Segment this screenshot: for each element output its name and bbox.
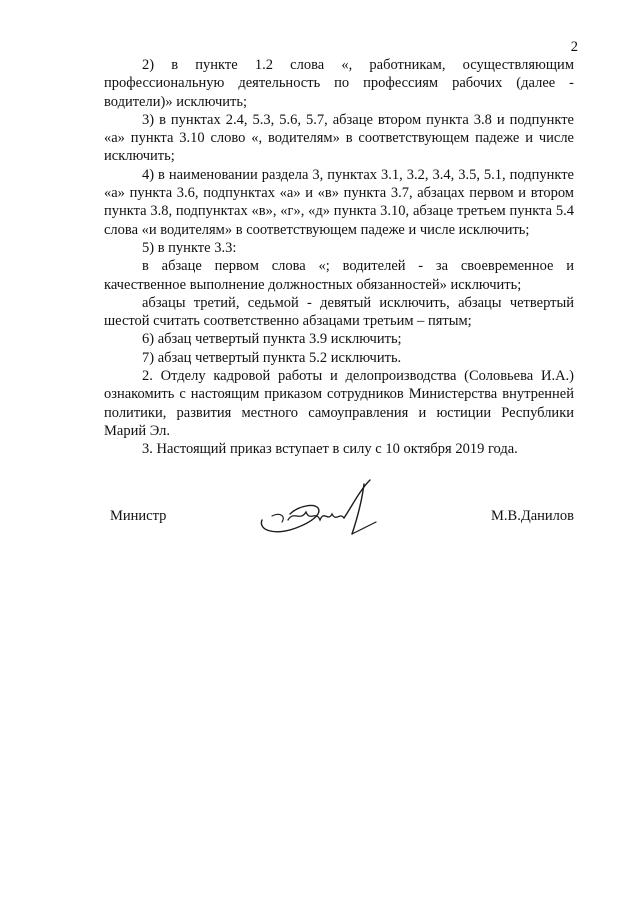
paragraph-amend-2: 2) в пункте 1.2 слова «, работникам, осуществляющим профессиональную деятельность по профессиям рабочих (далее - водители)» исключить; xyxy=(104,57,574,110)
paragraph-amend-5-second: абзацы третий, седьмой - девятый исключить, абзацы четвертый шестой считать соответственно абзацами третьим – пятым; xyxy=(104,294,574,330)
signature-block xyxy=(104,474,574,544)
page-number: 2 xyxy=(570,39,578,55)
paragraph-amend-6: 6) абзац четвертый пункта 3.9 исключить; xyxy=(142,331,402,348)
paragraph-amend-7: 7) абзац четвертый пункта 5.2 исключить. xyxy=(142,349,402,366)
paragraph-amend-4: 4) в наименовании раздела 3, пунктах 3.1, 3.2, 3.4, 3.5, 5.1, подпункте «а» пункта 3.6, подпунктах «а» и «в» пункта 3.7, абзацах первом и втором пункта 3.8, подпунктах «в», «г», «д» пункта 3.10, абзаце третьем пункта 5.4 слова «и водителям» в соответствующем падеже и числе исключить; xyxy=(104,166,574,238)
paragraph-amend-3: 3) в пунктах 2.4, 5.3, 5.6, 5.7, абзаце втором пункта 3.8 и подпункте «а» пункта 3.10 слово «, водителям» в соответствующем падеже и числе исключить; xyxy=(104,111,574,165)
paragraph-amend-5: 5) в пункте 3.3: xyxy=(142,239,237,256)
handwritten-signature-icon xyxy=(252,476,382,540)
signatory-name: М.В.Данилов xyxy=(491,508,574,524)
paragraph-amend-5-first: в абзаце первом слова «; водителей - за своевременное и качественное выполнение должностных обязанностей» исключить; xyxy=(104,258,574,293)
document-body xyxy=(104,56,574,459)
paragraph-order-2: 2. Отделу кадровой работы и делопроизводства (Соловьева И.А.) ознакомить с настоящим приказом сотрудников Министерства внутренней политики, развития местного самоуправления и юстиции Республики Марий Эл. xyxy=(104,368,574,439)
signatory-title: Министр xyxy=(110,508,167,524)
paragraph-order-3: 3. Настоящий приказ вступает в силу с 10 октября 2019 года. xyxy=(142,441,518,458)
